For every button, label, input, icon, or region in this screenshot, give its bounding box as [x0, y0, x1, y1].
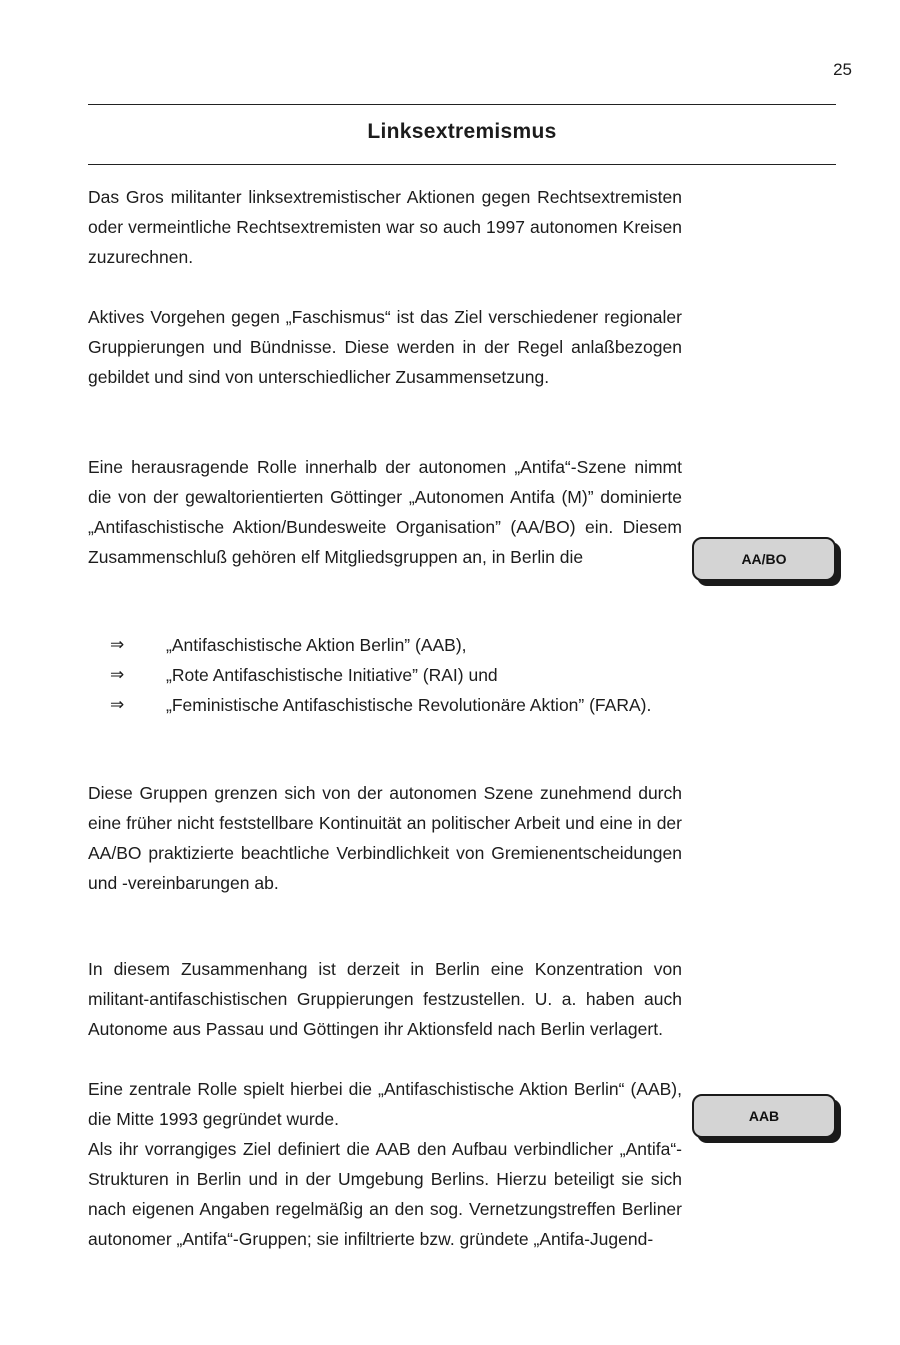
double-arrow-icon: ⇒: [110, 665, 125, 684]
paragraph: Eine zentrale Rolle spielt hierbei die „Antifaschistische Aktion Berlin“ (AAB), die Mitte 1993 gegründet wurde.: [88, 1079, 682, 1129]
chapter-title: Linksextremismus: [367, 120, 557, 143]
header-rule-top: [88, 104, 836, 105]
paragraph: Eine herausragende Rolle innerhalb der autonomen „Antifa“-Szene nimmt die von der gewaltorientierten Göttinger „Autonomen Antifa (M)” dominierte „Antifaschistische Aktion/Bundesweite Organisation” (AA/BO) ein. Diesem Zusammenschluß gehören elf Mitgliedsgruppen an, in Berlin die: [88, 457, 682, 567]
paragraph: Diese Gruppen grenzen sich von der autonomen Szene zunehmend durch eine früher nicht feststellbare Kontinuität an politischer Arbeit und eine in der AA/BO praktizierte beachtliche Verbindlichkeit von Gremienentscheidungen und -vereinbarungen ab.: [88, 783, 682, 893]
bullet-list: [88, 630, 688, 720]
page-number: 25: [833, 60, 852, 79]
list-item: [88, 660, 688, 690]
margin-tag-aab: AAB: [692, 1094, 836, 1138]
list-item: [88, 630, 688, 660]
double-arrow-icon: ⇒: [110, 635, 125, 654]
double-arrow-icon: ⇒: [110, 695, 125, 714]
list-item-text: „Rote Antifaschistische Initiative” (RAI) und: [166, 665, 498, 685]
paragraph: Aktives Vorgehen gegen „Faschismus“ ist das Ziel verschiedener regionaler Gruppierungen und Bündnisse. Diese werden in der Regel anlaßbezogen gebildet und sind von unterschiedlicher Zusammensetzung.: [88, 307, 682, 387]
header-rule-bottom: [88, 164, 836, 165]
margin-tag-aabo: AA/BO: [692, 537, 836, 581]
list-item-text: „Antifaschistische Aktion Berlin” (AAB),: [166, 635, 467, 655]
paragraph: Als ihr vorrangiges Ziel definiert die AAB den Aufbau verbindlicher „Antifa“-Strukturen in Berlin und in der Umgebung Berlins. Hierzu beteiligt sie sich nach eigenen Angaben regelmäßig an den sog. Vernetzungstreffen Berliner autonomer „Antifa“-Gruppen; sie infiltrierte bzw. gründete „Antifa-Jugend-: [88, 1139, 682, 1249]
list-item: [88, 690, 688, 720]
paragraph: Das Gros militanter linksextremistischer Aktionen gegen Rechtsextremisten oder vermeintliche Rechtsextremisten war so auch 1997 autonomen Kreisen zuzurechnen.: [88, 187, 682, 267]
paragraph: In diesem Zusammenhang ist derzeit in Berlin eine Konzentration von militant-antifaschistischen Gruppierungen festzustellen. U. a. haben auch Autonome aus Passau und Göttingen ihr Aktionsfeld nach Berlin verlagert.: [88, 959, 682, 1039]
list-item-text: „Feministische Antifaschistische Revolutionäre Aktion” (FARA).: [166, 695, 652, 715]
